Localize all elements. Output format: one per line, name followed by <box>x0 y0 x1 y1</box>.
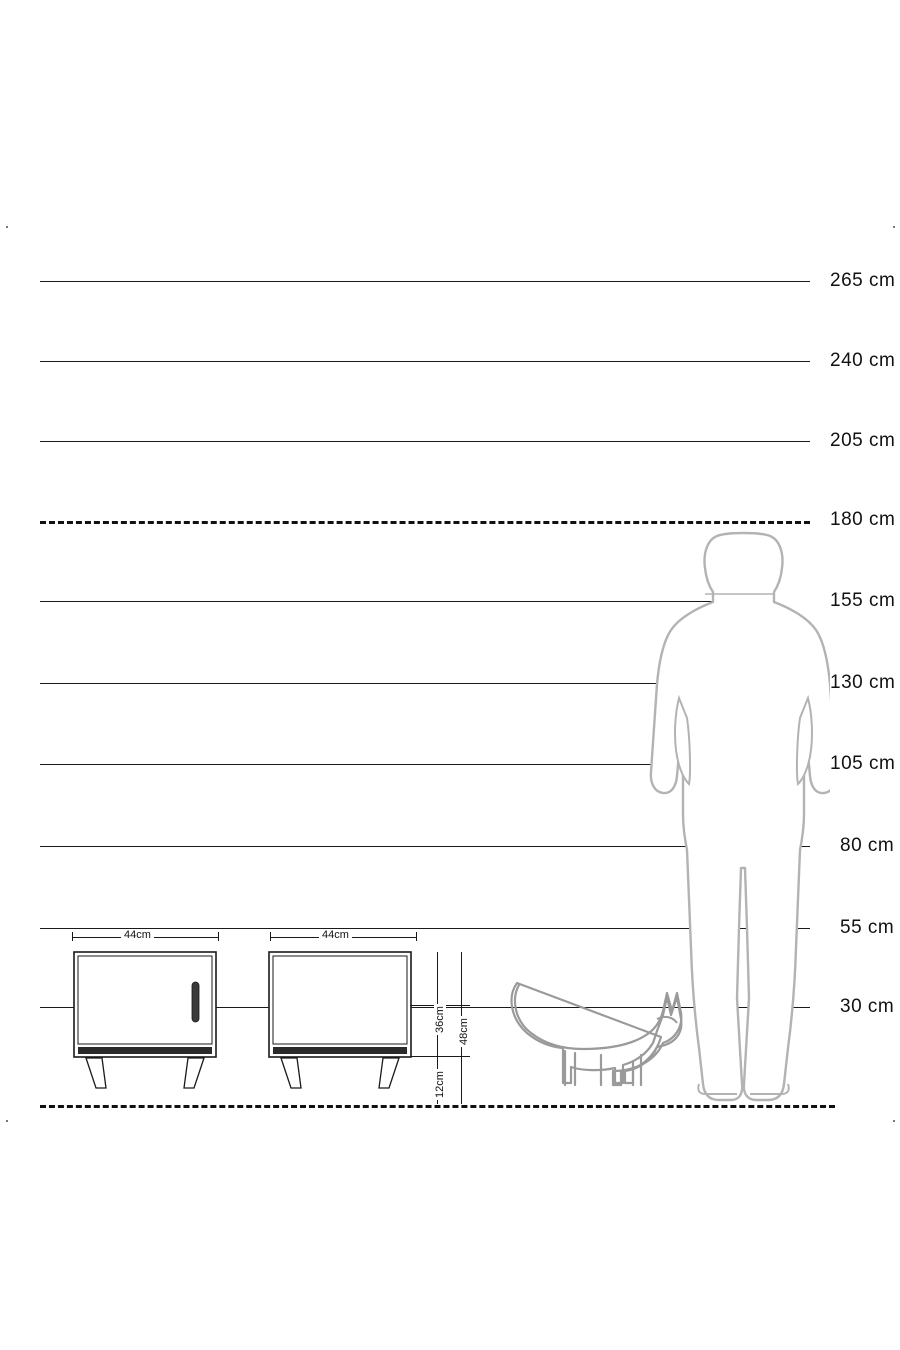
person-silhouette <box>645 528 830 1108</box>
scale-label-205: 205 cm <box>830 430 896 451</box>
dim-cap-left-a <box>72 932 73 941</box>
scale-label-130: 130 cm <box>830 672 896 693</box>
scale-line-240 <box>40 361 810 362</box>
dim-cap-left-b <box>218 932 219 941</box>
scale-label-30: 30 cm <box>840 996 895 1017</box>
registration-dot-bottom-left <box>6 1120 8 1122</box>
dim-cap-right-a <box>270 932 271 941</box>
dim-label-total-height: 48cm <box>458 1018 470 1045</box>
dim-label-leg-height: 12cm <box>434 1071 446 1098</box>
scale-label-155: 155 cm <box>830 590 896 611</box>
scale-line-180 <box>40 521 810 524</box>
dim-label-left-width: 44cm <box>121 929 154 941</box>
registration-dot-top-left <box>6 226 8 228</box>
scale-line-205 <box>40 441 810 442</box>
scale-label-55: 55 cm <box>840 917 895 938</box>
dim-label-body-height: 36cm <box>434 1006 446 1033</box>
scale-label-240: 240 cm <box>830 350 896 371</box>
scale-label-180: 180 cm <box>830 509 896 530</box>
cabinet-left <box>70 948 220 1093</box>
registration-dot-bottom-right <box>893 1120 895 1122</box>
scale-label-265: 265 cm <box>830 270 896 291</box>
dim-cap-right-b <box>416 932 417 941</box>
scale-line-265 <box>40 281 810 282</box>
dim-label-right-width: 44cm <box>319 929 352 941</box>
registration-dot-top-right <box>893 226 895 228</box>
scale-label-80: 80 cm <box>840 835 895 856</box>
scale-label-105: 105 cm <box>830 753 896 774</box>
cabinet-right <box>265 948 420 1093</box>
